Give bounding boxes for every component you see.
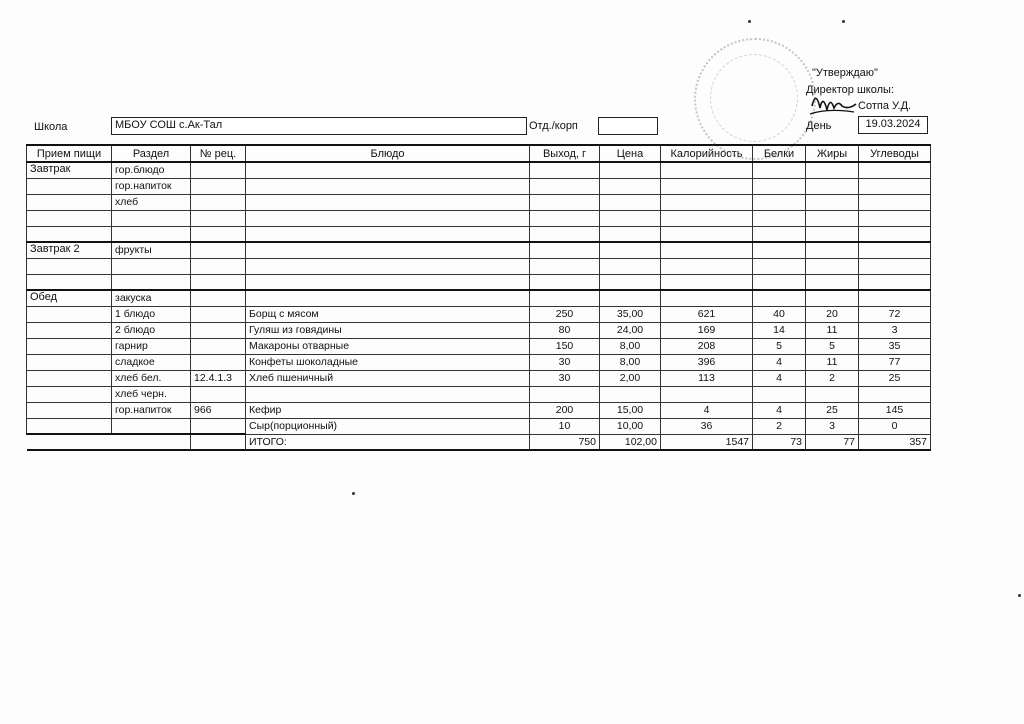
calories-cell: [661, 162, 753, 178]
calories-cell: [661, 178, 753, 194]
price-cell: [600, 210, 661, 226]
output-cell: 30: [530, 354, 600, 370]
price-cell: 8,00: [600, 354, 661, 370]
dish-cell: [246, 242, 530, 258]
meal-cell: [27, 194, 112, 210]
section-cell: хлеб бел.: [112, 370, 191, 386]
meal-cell: [27, 226, 112, 242]
recipe-cell: [191, 418, 246, 434]
dish-cell: [246, 162, 530, 178]
calories-cell: [661, 194, 753, 210]
column-header: Жиры: [806, 145, 859, 162]
total-fat: 77: [806, 434, 859, 450]
recipe-cell: [191, 178, 246, 194]
carbs-cell: [859, 274, 931, 290]
section-cell: гор.блюдо: [112, 162, 191, 178]
protein-cell: 14: [753, 322, 806, 338]
fat-cell: 2: [806, 370, 859, 386]
recipe-cell: [191, 226, 246, 242]
price-cell: 15,00: [600, 402, 661, 418]
total-output: 750: [530, 434, 600, 450]
meal-cell: [27, 370, 112, 386]
output-cell: [530, 290, 600, 306]
column-header: Цена: [600, 145, 661, 162]
total-carbs: 357: [859, 434, 931, 450]
dish-cell: Конфеты шоколадные: [246, 354, 530, 370]
recipe-cell: [191, 210, 246, 226]
dish-cell: [246, 194, 530, 210]
recipe-cell: [191, 290, 246, 306]
column-header: Раздел: [112, 145, 191, 162]
price-cell: [600, 194, 661, 210]
calories-cell: [661, 290, 753, 306]
price-cell: 10,00: [600, 418, 661, 434]
protein-cell: [753, 194, 806, 210]
official-stamp: [694, 38, 816, 160]
dish-cell: Борщ с мясом: [246, 306, 530, 322]
recipe-cell: [191, 338, 246, 354]
protein-cell: 4: [753, 370, 806, 386]
fat-cell: 11: [806, 354, 859, 370]
output-cell: [530, 194, 600, 210]
scan-dot: [748, 20, 751, 23]
column-header: Выход, г: [530, 145, 600, 162]
output-cell: 150: [530, 338, 600, 354]
protein-cell: [753, 290, 806, 306]
table-row: [27, 210, 931, 226]
total-recipe-cell: [191, 434, 246, 450]
calories-cell: [661, 274, 753, 290]
price-cell: 24,00: [600, 322, 661, 338]
carbs-cell: [859, 210, 931, 226]
table-row: [27, 354, 931, 370]
meal-cell: Завтрак: [27, 162, 112, 178]
calories-cell: 113: [661, 370, 753, 386]
carbs-cell: [859, 242, 931, 258]
price-cell: [600, 386, 661, 402]
price-cell: [600, 162, 661, 178]
approval-name: Сотпа У.Д.: [858, 100, 912, 112]
carbs-cell: [859, 178, 931, 194]
protein-cell: [753, 386, 806, 402]
day-label: День: [806, 120, 832, 132]
calories-cell: 396: [661, 354, 753, 370]
recipe-cell: 12.4.1.3: [191, 370, 246, 386]
total-calories: 1547: [661, 434, 753, 450]
dish-cell: [246, 226, 530, 242]
recipe-cell: [191, 194, 246, 210]
dept-field: [598, 117, 658, 135]
column-header: Углеводы: [859, 145, 931, 162]
output-cell: [530, 178, 600, 194]
recipe-cell: [191, 322, 246, 338]
protein-cell: 4: [753, 354, 806, 370]
carbs-cell: [859, 290, 931, 306]
carbs-cell: [859, 258, 931, 274]
price-cell: [600, 242, 661, 258]
total-row: [27, 434, 931, 450]
fat-cell: [806, 386, 859, 402]
recipe-cell: [191, 306, 246, 322]
carbs-cell: [859, 226, 931, 242]
dish-cell: [246, 178, 530, 194]
price-cell: 35,00: [600, 306, 661, 322]
table-row: [27, 274, 931, 290]
fat-cell: 11: [806, 322, 859, 338]
section-cell: [112, 210, 191, 226]
section-cell: сладкое: [112, 354, 191, 370]
meal-cell: Завтрак 2: [27, 242, 112, 258]
table-row: [27, 306, 931, 322]
column-header: Прием пищи: [27, 145, 112, 162]
table-row: [27, 386, 931, 402]
meal-cell: Обед: [27, 290, 112, 306]
menu-table: [26, 144, 931, 451]
meal-cell: [27, 354, 112, 370]
section-cell: 1 блюдо: [112, 306, 191, 322]
section-cell: гор.напиток: [112, 178, 191, 194]
dish-cell: [246, 258, 530, 274]
dish-cell: [246, 386, 530, 402]
section-cell: [112, 418, 191, 434]
table-row: [27, 178, 931, 194]
fat-cell: 25: [806, 402, 859, 418]
fat-cell: [806, 290, 859, 306]
output-cell: [530, 242, 600, 258]
output-cell: [530, 258, 600, 274]
protein-cell: [753, 210, 806, 226]
table-row: [27, 418, 931, 434]
carbs-cell: [859, 194, 931, 210]
meal-cell: [27, 386, 112, 402]
table-row: [27, 162, 931, 178]
scan-dot: [1018, 594, 1021, 597]
dish-cell: Сыр(порционный): [246, 418, 530, 434]
table-row: [27, 322, 931, 338]
protein-cell: 5: [753, 338, 806, 354]
fat-cell: 3: [806, 418, 859, 434]
recipe-cell: [191, 274, 246, 290]
price-cell: [600, 226, 661, 242]
dish-cell: Макароны отварные: [246, 338, 530, 354]
carbs-cell: 35: [859, 338, 931, 354]
calories-cell: [661, 210, 753, 226]
table-row: [27, 258, 931, 274]
calories-cell: [661, 242, 753, 258]
price-cell: [600, 258, 661, 274]
calories-cell: 621: [661, 306, 753, 322]
school-label: Школа: [34, 121, 68, 133]
protein-cell: [753, 162, 806, 178]
fat-cell: [806, 210, 859, 226]
scan-dot: [842, 20, 845, 23]
price-cell: [600, 274, 661, 290]
total-price: 102,00: [600, 434, 661, 450]
section-cell: [112, 226, 191, 242]
recipe-cell: [191, 162, 246, 178]
fat-cell: [806, 162, 859, 178]
approval-position: Директор школы:: [806, 84, 894, 96]
meal-cell: [27, 402, 112, 418]
output-cell: 200: [530, 402, 600, 418]
protein-cell: [753, 226, 806, 242]
meal-cell: [27, 210, 112, 226]
fat-cell: [806, 178, 859, 194]
output-cell: [530, 274, 600, 290]
carbs-cell: 25: [859, 370, 931, 386]
output-cell: [530, 386, 600, 402]
meal-cell: [27, 338, 112, 354]
recipe-cell: [191, 242, 246, 258]
calories-cell: 4: [661, 402, 753, 418]
dish-cell: [246, 274, 530, 290]
table-row: [27, 370, 931, 386]
table-header-row: [27, 145, 931, 162]
total-spacer: [27, 434, 191, 450]
column-header: Белки: [753, 145, 806, 162]
table-row: [27, 242, 931, 258]
section-cell: фрукты: [112, 242, 191, 258]
section-cell: 2 блюдо: [112, 322, 191, 338]
carbs-cell: 77: [859, 354, 931, 370]
section-cell: гарнир: [112, 338, 191, 354]
meal-cell: [27, 258, 112, 274]
carbs-cell: 0: [859, 418, 931, 434]
calories-cell: 208: [661, 338, 753, 354]
output-cell: 80: [530, 322, 600, 338]
fat-cell: [806, 242, 859, 258]
section-cell: хлеб черн.: [112, 386, 191, 402]
column-header: Блюдо: [246, 145, 530, 162]
price-cell: [600, 290, 661, 306]
calories-cell: [661, 386, 753, 402]
total-protein: 73: [753, 434, 806, 450]
section-cell: гор.напиток: [112, 402, 191, 418]
dish-cell: [246, 290, 530, 306]
carbs-cell: [859, 162, 931, 178]
protein-cell: [753, 258, 806, 274]
table-row: [27, 402, 931, 418]
date-field: 19.03.2024: [858, 116, 928, 134]
recipe-cell: [191, 354, 246, 370]
meal-cell: [27, 306, 112, 322]
protein-cell: [753, 178, 806, 194]
output-cell: [530, 162, 600, 178]
total-label: ИТОГО:: [246, 434, 530, 450]
fat-cell: [806, 226, 859, 242]
fat-cell: [806, 258, 859, 274]
fat-cell: 20: [806, 306, 859, 322]
calories-cell: [661, 258, 753, 274]
column-header: Калорийность: [661, 145, 753, 162]
dish-cell: [246, 210, 530, 226]
price-cell: 8,00: [600, 338, 661, 354]
protein-cell: [753, 242, 806, 258]
calories-cell: 36: [661, 418, 753, 434]
recipe-cell: [191, 258, 246, 274]
price-cell: [600, 178, 661, 194]
meal-cell: [27, 178, 112, 194]
carbs-cell: 72: [859, 306, 931, 322]
section-cell: [112, 258, 191, 274]
fat-cell: [806, 194, 859, 210]
table-row: [27, 194, 931, 210]
dept-label: Отд./корп: [529, 120, 578, 132]
calories-cell: 169: [661, 322, 753, 338]
meal-cell: [27, 418, 112, 434]
table-row: [27, 290, 931, 306]
protein-cell: 2: [753, 418, 806, 434]
output-cell: [530, 210, 600, 226]
section-cell: [112, 274, 191, 290]
output-cell: 250: [530, 306, 600, 322]
protein-cell: 4: [753, 402, 806, 418]
carbs-cell: [859, 386, 931, 402]
recipe-cell: [191, 386, 246, 402]
dish-cell: Гуляш из говядины: [246, 322, 530, 338]
protein-cell: 40: [753, 306, 806, 322]
scan-dot: [352, 492, 355, 495]
meal-cell: [27, 274, 112, 290]
recipe-cell: 966: [191, 402, 246, 418]
approval-title: "Утверждаю": [812, 67, 878, 79]
table-row: [27, 338, 931, 354]
dish-cell: Хлеб пшеничный: [246, 370, 530, 386]
protein-cell: [753, 274, 806, 290]
carbs-cell: 3: [859, 322, 931, 338]
table-row: [27, 226, 931, 242]
price-cell: 2,00: [600, 370, 661, 386]
meal-cell: [27, 322, 112, 338]
carbs-cell: 145: [859, 402, 931, 418]
output-cell: 30: [530, 370, 600, 386]
dish-cell: Кефир: [246, 402, 530, 418]
section-cell: хлеб: [112, 194, 191, 210]
fat-cell: [806, 274, 859, 290]
output-cell: [530, 226, 600, 242]
calories-cell: [661, 226, 753, 242]
school-field: МБОУ СОШ с.Ак-Тал: [111, 117, 527, 135]
column-header: № рец.: [191, 145, 246, 162]
fat-cell: 5: [806, 338, 859, 354]
output-cell: 10: [530, 418, 600, 434]
section-cell: закуска: [112, 290, 191, 306]
